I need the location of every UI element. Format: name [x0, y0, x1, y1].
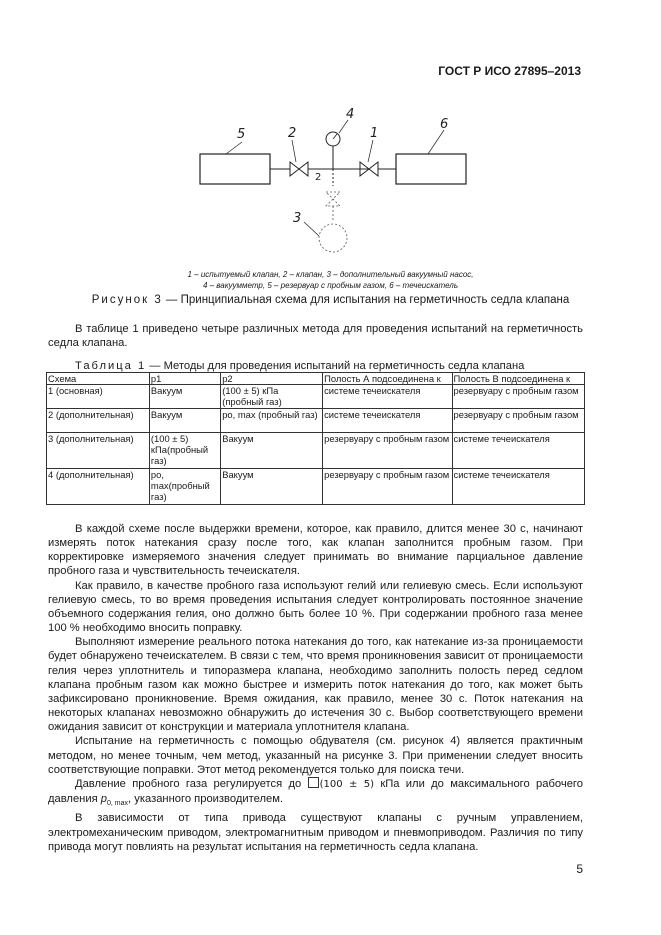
- page-number: 5: [576, 862, 583, 876]
- table-cell: Вакуум: [221, 469, 323, 505]
- methods-table: [46, 372, 585, 505]
- callout-2: 2: [288, 126, 297, 141]
- table-cell: системе течеискателя: [452, 433, 585, 469]
- body-paragraph: В зависимости от типа привода существуют клапаны с ручным управлением, электромеханическим приводом, электромагнитным приводом и пневмоприводом. Различия по типу привода могут повлиять на результат испытания на герметичность седла клапана.: [48, 812, 583, 853]
- header-cell: p1: [149, 373, 220, 385]
- leader-3: [304, 222, 319, 236]
- table-cell: (100 ± 5) кПа (пробный газ): [221, 385, 323, 409]
- formula-placeholder-box: [308, 777, 319, 788]
- callout-1: 1: [370, 126, 379, 141]
- pressure-symbol: p: [100, 792, 108, 805]
- header-cell: p2: [221, 373, 323, 385]
- pump-valve-dashed: [326, 192, 340, 206]
- callout-3: 3: [293, 211, 302, 226]
- table-cell: Вакуум: [149, 385, 220, 409]
- table-title-word: Таблица 1: [75, 360, 147, 372]
- table-row: [47, 409, 585, 433]
- table-cell: (100 ± 5) кПа(пробный газ): [149, 433, 220, 469]
- table-cell: 1 (основная): [47, 385, 150, 409]
- body-paragraph: В каждой схеме после выдержки времени, которое, как правило, длится менее 30 с, начинают измерять поток натекания сразу после того, как клапан заполнится пробным газом. При корректировке измеряемого значения следует принимать во внимание парциальное давление пробного газа и чувствительность течеискателя.: [48, 523, 583, 578]
- table-cell: 4 (дополнительная): [47, 469, 150, 505]
- test-scheme-figure: [180, 100, 480, 265]
- valve-2-symbol: [290, 162, 308, 176]
- table-row: [47, 469, 585, 505]
- leak-detector-box: [396, 154, 466, 184]
- figure-legend-line-1: 1 – испытуемый клапан, 2 – клапан, 3 – дополнительный вакуумный насос,: [187, 270, 474, 279]
- table-header-row: [47, 373, 585, 385]
- callout-2-branch: 2: [315, 172, 322, 183]
- table-cell: резервуару с пробным газом: [323, 433, 452, 469]
- figure-caption: [60, 294, 601, 306]
- table-cell: резервуару с пробным газом: [323, 469, 452, 505]
- table-row: [47, 385, 585, 409]
- reservoir-box: [200, 154, 270, 184]
- figure-caption-word: Рисунок 3: [91, 294, 163, 306]
- header-cell: Полость В подсоединена к: [452, 373, 585, 385]
- figure-caption-text: — Принципиальная схема для испытания на герметичность седла клапана: [162, 294, 570, 306]
- pressure-formula: (100 ± 5): [319, 778, 375, 790]
- header-cell: Полость А подсоединена к: [323, 373, 452, 385]
- table-cell: po, max (пробный газ): [221, 409, 323, 433]
- body-text: [48, 522, 583, 854]
- callout-4: 4: [346, 107, 355, 122]
- gauge-needle: [333, 134, 337, 139]
- table-cell: Вакуум: [221, 433, 323, 469]
- document-code-header: ГОСТ Р ИСО 27895–2013: [438, 64, 581, 78]
- leader-5: [226, 142, 242, 154]
- body-paragraph: Испытание на герметичность с помощью обдувателя (см. рисунок 4) является практичным методом, но менее точным, чем метод, указанный на рисунке 3. При применении следует вносить соответствующие поправки. Этот метод рекомендуется только для поиска течи.: [48, 735, 583, 776]
- callout-6: 6: [440, 117, 449, 132]
- table-cell: резервуару с пробным газом: [452, 409, 585, 433]
- pressure-text-after: , указанного производителем.: [128, 792, 284, 805]
- intro-paragraph: В таблице 1 приведено четыре различных метода для проведения испытаний на герметичность седла клапана.: [48, 323, 583, 349]
- table-cell: системе течеискателя: [323, 409, 452, 433]
- pressure-text-middle: кПа или до максимального рабочего давления: [48, 777, 583, 805]
- figure-legend-line-2: 4 – вакуумметр, 5 – резервуар с пробным газом, 6 – течеискатель: [202, 281, 459, 290]
- table-cell: системе течеискателя: [323, 385, 452, 409]
- auxiliary-pump-dashed: [319, 224, 347, 252]
- pressure-text-before: Давление пробного газа регулируется до: [75, 777, 308, 790]
- pressure-subscript: 0, max: [107, 800, 129, 808]
- body-paragraph: Выполняют измерение реального потока натекания до того, как натекание из-за проницаемости будет обнаружено течеискателем. В связи с тем, что время проникновения зависит от проницаемости гелия через уплотнитель и типоразмера клапана, необходимо заполнить полость перед седлом клапана пробным газом как можно быстрее и измерить поток натекания до того, как может быть зафиксировано проникновение. Время ожидания, как правило, менее 30 с. Поток натекания на некоторых клапанах невозможно обнаружить до истечения 30 с. Выбор соответствующего времени ожидания зависит от конструкции и материала уплотнителя клапана.: [48, 636, 583, 734]
- header-cell: Схема: [47, 373, 150, 385]
- table-cell: 3 (дополнительная): [47, 433, 150, 469]
- body-paragraph: Как правило, в качестве пробного газа используют гелий или гелиевую смесь. Если используют гелиевую смесь, то во время проведения испытания следует контролировать постоянное значение объемного содержания гелия, оно должно быть более 10 %. При содержании пробного газа менее 100 % необходимо вносить поправку.: [48, 579, 583, 635]
- table-cell: 2 (дополнительная): [47, 409, 150, 433]
- table-cell: системе течеискателя: [452, 469, 585, 505]
- table-title-text: — Методы для проведения испытаний на герметичность седла клапана: [146, 360, 525, 372]
- callout-5: 5: [237, 127, 246, 142]
- table-title: [75, 360, 524, 372]
- leader-6: [428, 130, 444, 154]
- table-cell: po, max(пробный газ): [149, 469, 220, 505]
- leader-2: [292, 140, 296, 162]
- pressure-paragraph: [48, 777, 583, 812]
- table-cell: резервуару с пробным газом: [452, 385, 585, 409]
- table-row: [47, 433, 585, 469]
- leader-1: [368, 140, 373, 162]
- table-cell: Вакуум: [149, 409, 220, 433]
